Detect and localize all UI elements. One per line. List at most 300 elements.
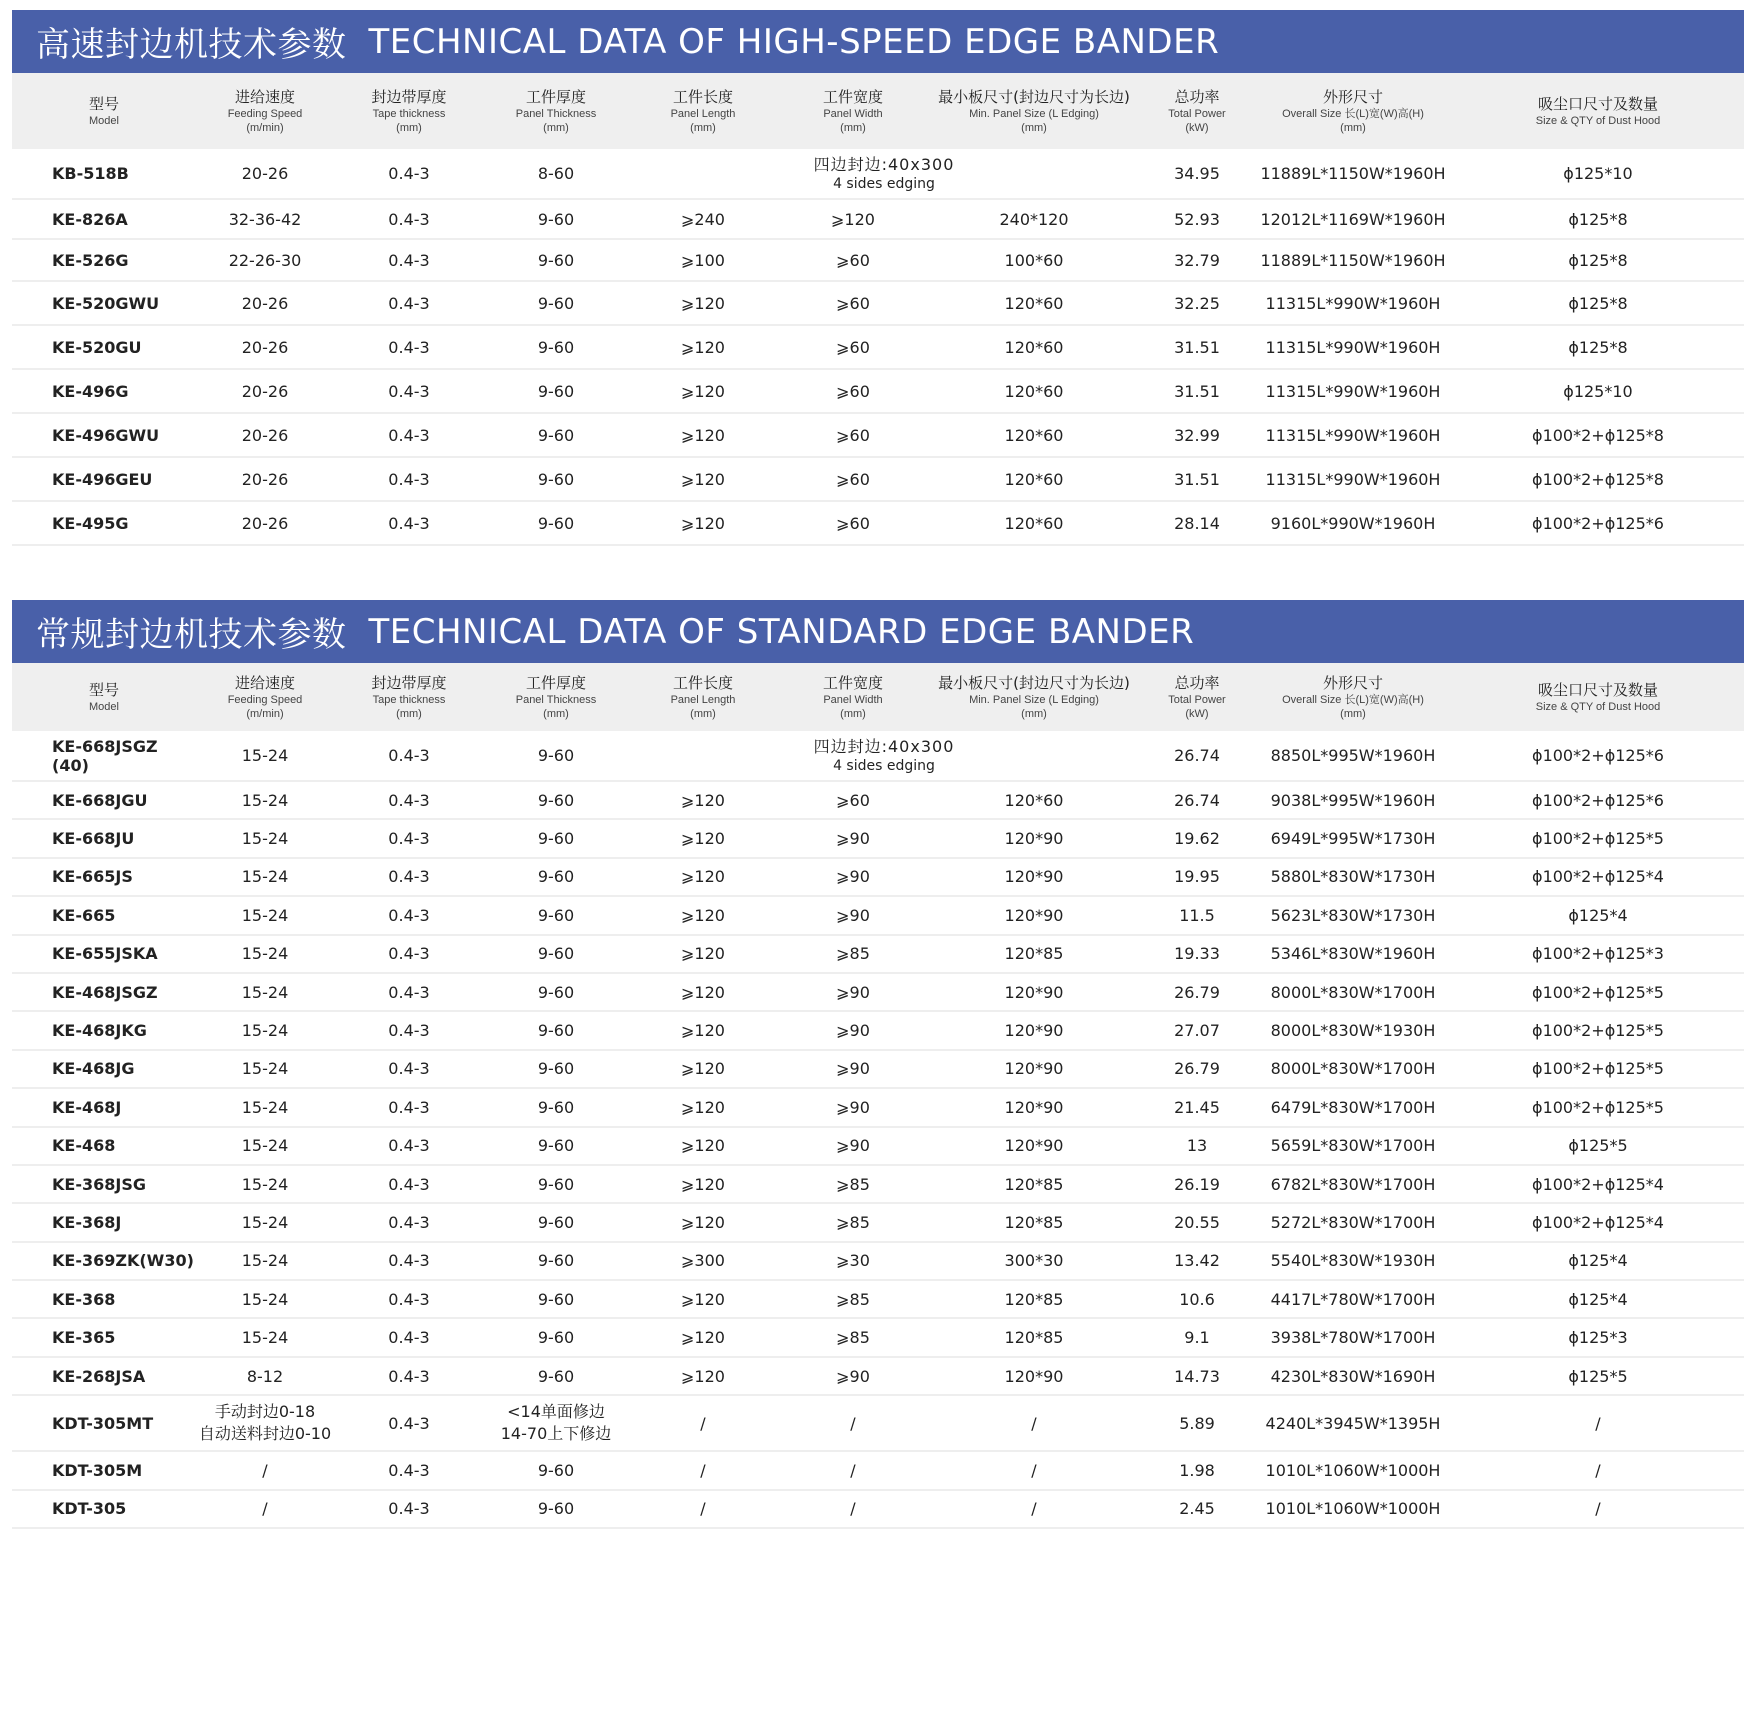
four-sides-cell <box>628 149 1140 199</box>
table-row <box>12 413 1744 457</box>
column-header-cn: 工件厚度 <box>525 673 586 692</box>
table-row <box>12 858 1744 896</box>
table-cell: 8000L*830W*1700H <box>1254 1050 1452 1088</box>
table-cell: 11.5 <box>1140 896 1254 934</box>
table-cell: 0.4-3 <box>334 1242 484 1280</box>
table-cell: 0.4-3 <box>334 858 484 896</box>
table-cell: 0.4-3 <box>334 896 484 934</box>
table-cell: 120*90 <box>928 1050 1140 1088</box>
table-cell: / <box>628 1395 778 1451</box>
table-cell: 2.45 <box>1140 1490 1254 1528</box>
table-cell: ⩾60 <box>778 457 928 501</box>
table-cell: ⩾85 <box>778 1318 928 1356</box>
table-cell: ϕ100*2+ϕ125*5 <box>1452 1050 1744 1088</box>
column-header-en: Tape thickness <box>372 693 446 706</box>
column-header-unit: (m/min) <box>246 121 284 134</box>
model-cell: KE-668JSGZ (40) <box>12 731 196 781</box>
column-header <box>12 663 196 731</box>
model-cell: KE-496GWU <box>12 413 196 457</box>
table-cell: 11315L*990W*1960H <box>1254 413 1452 457</box>
column-header-en: Model <box>89 114 119 127</box>
column-header-unit: (mm) <box>1340 707 1366 720</box>
table-cell: / <box>1452 1395 1744 1451</box>
table-cell: 9-60 <box>484 501 628 545</box>
table-cell: 120*90 <box>928 819 1140 857</box>
table-row <box>12 501 1744 545</box>
table-cell: ⩾120 <box>628 935 778 973</box>
model-cell: KE-668JGU <box>12 781 196 819</box>
column-header <box>1254 73 1452 149</box>
table-row <box>12 1357 1744 1395</box>
table-row <box>12 281 1744 325</box>
high-speed-banner <box>12 10 1744 73</box>
table-cell: ⩾120 <box>628 1357 778 1395</box>
column-header <box>484 663 628 731</box>
table-cell: ϕ100*2+ϕ125*4 <box>1452 1203 1744 1241</box>
table-row <box>12 935 1744 973</box>
column-header-en: Overall Size 长(L)宽(W)高(H) <box>1282 107 1424 120</box>
column-header <box>628 663 778 731</box>
table-cell: / <box>628 1490 778 1528</box>
column-header-unit: (mm) <box>543 707 569 720</box>
table-cell: 120*60 <box>928 325 1140 369</box>
table-row <box>12 1451 1744 1489</box>
table-cell: 0.4-3 <box>334 819 484 857</box>
column-header <box>1452 663 1744 731</box>
model-cell: KE-496G <box>12 369 196 413</box>
table-cell: 20-26 <box>196 457 334 501</box>
table-cell: 9-60 <box>484 1490 628 1528</box>
table-cell: / <box>928 1395 1140 1451</box>
model-cell: KE-665JS <box>12 858 196 896</box>
column-header-unit: (kW) <box>1185 121 1209 134</box>
table-cell: 120*85 <box>928 1318 1140 1356</box>
standard-table <box>12 663 1744 1529</box>
table-cell: 9-60 <box>484 199 628 239</box>
table-row <box>12 1088 1744 1126</box>
column-header-cn: 封边带厚度 <box>371 87 447 106</box>
four-sides-cell <box>628 731 1140 781</box>
table-cell: 15-24 <box>196 781 334 819</box>
table-cell: 20-26 <box>196 149 334 199</box>
column-header <box>484 73 628 149</box>
table-cell: 31.51 <box>1140 369 1254 413</box>
table-cell: 9-60 <box>484 1011 628 1049</box>
table-cell: ϕ100*2+ϕ125*5 <box>1452 973 1744 1011</box>
table-cell: ⩾120 <box>628 1011 778 1049</box>
table-cell: ⩾60 <box>778 501 928 545</box>
table-cell: 14.73 <box>1140 1357 1254 1395</box>
model-cell: KE-468J <box>12 1088 196 1126</box>
table-cell: 9-60 <box>484 858 628 896</box>
model-cell: KE-369ZK(W30) <box>12 1242 196 1280</box>
table-cell: ⩾90 <box>778 896 928 934</box>
column-header-en: Feeding Speed <box>227 693 303 706</box>
table-row <box>12 457 1744 501</box>
table-cell: 4230L*830W*1690H <box>1254 1357 1452 1395</box>
table-cell: 0.4-3 <box>334 457 484 501</box>
column-header-cn: 封边带厚度 <box>371 673 447 692</box>
table-cell: 4240L*3945W*1395H <box>1254 1395 1452 1451</box>
column-header-en: Total Power <box>1168 107 1226 120</box>
table-cell: 9-60 <box>484 1165 628 1203</box>
table-cell: ⩾85 <box>778 1165 928 1203</box>
table-cell: 120*60 <box>928 281 1140 325</box>
model-cell: KE-365 <box>12 1318 196 1356</box>
column-header-cn: 最小板尺寸(封边尺寸为长边) <box>938 673 1130 692</box>
table-cell: / <box>1452 1490 1744 1528</box>
table-cell: ⩾120 <box>628 1165 778 1203</box>
table-cell: 20-26 <box>196 369 334 413</box>
table-cell: 26.79 <box>1140 973 1254 1011</box>
table-cell: 0.4-3 <box>334 281 484 325</box>
table-cell: 15-24 <box>196 1280 334 1318</box>
model-cell: KE-520GU <box>12 325 196 369</box>
table-cell: 1010L*1060W*1000H <box>1254 1451 1452 1489</box>
table-cell: 32-36-42 <box>196 199 334 239</box>
table-cell: 0.4-3 <box>334 1490 484 1528</box>
table-cell: ϕ100*2+ϕ125*6 <box>1452 731 1744 781</box>
high-speed-header-row <box>12 73 1744 149</box>
column-header-cn: 进给速度 <box>234 673 295 692</box>
table-cell: 26.74 <box>1140 781 1254 819</box>
table-cell: ϕ100*2+ϕ125*8 <box>1452 413 1744 457</box>
table-cell: 120*85 <box>928 1165 1140 1203</box>
table-cell: ϕ100*2+ϕ125*4 <box>1452 1165 1744 1203</box>
table-cell: 0.4-3 <box>334 1011 484 1049</box>
table-cell: ⩾60 <box>778 369 928 413</box>
table-cell: 20-26 <box>196 413 334 457</box>
model-cell: KE-368 <box>12 1280 196 1318</box>
column-header-unit: (m/min) <box>246 707 284 720</box>
table-cell: 20-26 <box>196 501 334 545</box>
table-cell: ⩾60 <box>778 239 928 281</box>
table-cell: 5346L*830W*1960H <box>1254 935 1452 973</box>
table-cell: 240*120 <box>928 199 1140 239</box>
table-cell: ϕ100*2+ϕ125*8 <box>1452 457 1744 501</box>
table-cell: 11315L*990W*1960H <box>1254 457 1452 501</box>
table-cell: ϕ100*2+ϕ125*3 <box>1452 935 1744 973</box>
table-cell: ⩾90 <box>778 1050 928 1088</box>
table-cell: 120*90 <box>928 1011 1140 1049</box>
table-cell: / <box>196 1490 334 1528</box>
table-cell: 31.51 <box>1140 325 1254 369</box>
table-cell: 0.4-3 <box>334 199 484 239</box>
table-cell: 9-60 <box>484 1451 628 1489</box>
table-cell: 0.4-3 <box>334 1203 484 1241</box>
column-header <box>1140 663 1254 731</box>
table-cell: 120*60 <box>928 369 1140 413</box>
table-cell: 9-60 <box>484 1127 628 1165</box>
table-cell: ϕ125*10 <box>1452 369 1744 413</box>
table-cell: 120*60 <box>928 781 1140 819</box>
table-cell: 0.4-3 <box>334 935 484 973</box>
table-cell: 15-24 <box>196 858 334 896</box>
model-cell: KE-665 <box>12 896 196 934</box>
column-header <box>1452 73 1744 149</box>
table-cell: / <box>628 1451 778 1489</box>
table-cell: 9-60 <box>484 1050 628 1088</box>
table-cell: 11315L*990W*1960H <box>1254 369 1452 413</box>
table-cell: 120*60 <box>928 413 1140 457</box>
model-cell: KE-668JU <box>12 819 196 857</box>
table-cell: 120*60 <box>928 457 1140 501</box>
column-header-cn: 工件长度 <box>672 673 733 692</box>
column-header-en: Panel Length <box>670 107 736 120</box>
table-cell: 11315L*990W*1960H <box>1254 281 1452 325</box>
table-cell: 9-60 <box>484 325 628 369</box>
table-cell: 9-60 <box>484 1357 628 1395</box>
table-cell: 26.74 <box>1140 731 1254 781</box>
table-cell: 9038L*995W*1960H <box>1254 781 1452 819</box>
table-cell: ⩾85 <box>778 935 928 973</box>
four-sides-cn: 四边封边:40x300 <box>813 154 955 174</box>
model-cell: KDT-305MT <box>12 1395 196 1451</box>
table-cell: 1.98 <box>1140 1451 1254 1489</box>
table-cell: 8-60 <box>484 149 628 199</box>
table-cell: ⩾120 <box>628 819 778 857</box>
table-cell: 11889L*1150W*1960H <box>1254 149 1452 199</box>
table-cell: 5.89 <box>1140 1395 1254 1451</box>
table-cell: 8-12 <box>196 1357 334 1395</box>
standard-section <box>12 600 1744 1529</box>
table-cell: ⩾90 <box>778 819 928 857</box>
table-row <box>12 325 1744 369</box>
table-cell <box>484 1395 628 1451</box>
table-cell: 120*60 <box>928 501 1140 545</box>
column-header-cn: 工件长度 <box>672 87 733 106</box>
standard-banner <box>12 600 1744 663</box>
table-cell: 120*90 <box>928 973 1140 1011</box>
table-cell: ϕ125*8 <box>1452 239 1744 281</box>
table-cell: 9.1 <box>1140 1318 1254 1356</box>
table-cell: ⩾90 <box>778 858 928 896</box>
table-cell: 9-60 <box>484 1088 628 1126</box>
column-header <box>928 73 1140 149</box>
column-header-en: Min. Panel Size (L Edging) <box>969 107 1099 120</box>
table-cell: ϕ125*3 <box>1452 1318 1744 1356</box>
cell-line: 手动封边0-18 <box>214 1402 316 1422</box>
table-cell: 15-24 <box>196 1127 334 1165</box>
table-cell: 13 <box>1140 1127 1254 1165</box>
table-cell: 19.33 <box>1140 935 1254 973</box>
table-cell: 6949L*995W*1730H <box>1254 819 1452 857</box>
column-header-cn: 外形尺寸 <box>1322 87 1383 106</box>
table-cell: 120*85 <box>928 1203 1140 1241</box>
four-sides-cn: 四边封边:40x300 <box>813 736 955 756</box>
table-cell: 9-60 <box>484 1280 628 1318</box>
column-header-en: Min. Panel Size (L Edging) <box>969 693 1099 706</box>
table-cell: ⩾60 <box>778 781 928 819</box>
column-header-en: Panel Length <box>670 693 736 706</box>
column-header-unit: (mm) <box>690 121 716 134</box>
table-cell: 1010L*1060W*1000H <box>1254 1490 1452 1528</box>
table-cell: 15-24 <box>196 731 334 781</box>
column-header <box>778 663 928 731</box>
table-cell: 9-60 <box>484 973 628 1011</box>
table-cell: / <box>778 1395 928 1451</box>
table-cell: 20.55 <box>1140 1203 1254 1241</box>
column-header-en: Panel Thickness <box>515 107 597 120</box>
table-cell: 9-60 <box>484 413 628 457</box>
column-header-cn: 工件宽度 <box>822 87 883 106</box>
table-cell: 15-24 <box>196 1088 334 1126</box>
model-cell: KE-526G <box>12 239 196 281</box>
column-header <box>196 73 334 149</box>
column-header <box>928 663 1140 731</box>
column-header-en: Feeding Speed <box>227 107 303 120</box>
table-cell: 32.99 <box>1140 413 1254 457</box>
table-cell: ⩾60 <box>778 281 928 325</box>
table-cell: ⩾90 <box>778 1011 928 1049</box>
column-header-unit: (mm) <box>396 707 422 720</box>
table-cell: 15-24 <box>196 1165 334 1203</box>
table-cell: 10.6 <box>1140 1280 1254 1318</box>
table-cell: 120*85 <box>928 935 1140 973</box>
table-cell: ⩾120 <box>628 457 778 501</box>
column-header-cn: 总功率 <box>1174 87 1220 106</box>
table-cell: 5659L*830W*1700H <box>1254 1127 1452 1165</box>
column-header-unit: (mm) <box>1340 121 1366 134</box>
model-cell: KDT-305M <box>12 1451 196 1489</box>
table-cell: 31.51 <box>1140 457 1254 501</box>
table-cell: ⩾120 <box>628 281 778 325</box>
table-cell: 9-60 <box>484 731 628 781</box>
table-cell: 8850L*995W*1960H <box>1254 731 1452 781</box>
model-cell: KDT-305 <box>12 1490 196 1528</box>
table-cell: ⩾90 <box>778 1357 928 1395</box>
table-cell: ⩾120 <box>628 501 778 545</box>
table-cell: 0.4-3 <box>334 413 484 457</box>
table-cell: 3938L*780W*1700H <box>1254 1318 1452 1356</box>
high-speed-section <box>12 10 1744 546</box>
table-cell: 32.79 <box>1140 239 1254 281</box>
table-row <box>12 239 1744 281</box>
column-header <box>628 73 778 149</box>
column-header-cn: 总功率 <box>1174 673 1220 692</box>
column-header-en: Model <box>89 700 119 713</box>
table-cell: ϕ100*2+ϕ125*6 <box>1452 501 1744 545</box>
table-row <box>12 1318 1744 1356</box>
table-cell: 0.4-3 <box>334 1451 484 1489</box>
table-cell: ⩾30 <box>778 1242 928 1280</box>
table-cell: 120*90 <box>928 1088 1140 1126</box>
table-cell: 15-24 <box>196 1242 334 1280</box>
table-cell: ϕ125*10 <box>1452 149 1744 199</box>
column-header-unit: (mm) <box>1021 121 1047 134</box>
table-row <box>12 199 1744 239</box>
table-cell: 21.45 <box>1140 1088 1254 1126</box>
table-cell: 9-60 <box>484 239 628 281</box>
table-cell: ⩾120 <box>628 1050 778 1088</box>
table-cell: 120*90 <box>928 1357 1140 1395</box>
model-cell: KE-468JG <box>12 1050 196 1088</box>
model-cell: KE-268JSA <box>12 1357 196 1395</box>
table-cell: ⩾120 <box>628 896 778 934</box>
table-row <box>12 1203 1744 1241</box>
table-cell: 5623L*830W*1730H <box>1254 896 1452 934</box>
table-row <box>12 819 1744 857</box>
model-cell: KE-496GEU <box>12 457 196 501</box>
table-cell: 9160L*990W*1960H <box>1254 501 1452 545</box>
table-cell: 8000L*830W*1930H <box>1254 1011 1452 1049</box>
table-cell: ⩾120 <box>628 858 778 896</box>
column-header-en: Size & QTY of Dust Hood <box>1535 114 1661 127</box>
table-cell: ⩾60 <box>778 413 928 457</box>
high-speed-title-cn: 高速封边机技术参数 <box>36 25 347 65</box>
four-sides-en: 4 sides edging <box>833 757 935 774</box>
table-cell: ϕ100*2+ϕ125*4 <box>1452 858 1744 896</box>
table-cell: 0.4-3 <box>334 1318 484 1356</box>
column-header-en: Total Power <box>1168 693 1226 706</box>
table-cell: / <box>778 1451 928 1489</box>
table-row <box>12 1011 1744 1049</box>
table-cell: 0.4-3 <box>334 239 484 281</box>
table-cell: 0.4-3 <box>334 149 484 199</box>
table-cell: 9-60 <box>484 1318 628 1356</box>
column-header-cn: 工件宽度 <box>822 673 883 692</box>
table-row <box>12 1280 1744 1318</box>
table-cell: 0.4-3 <box>334 1395 484 1451</box>
cell-line: <14单面修边 <box>507 1402 605 1422</box>
table-cell: ϕ100*2+ϕ125*5 <box>1452 819 1744 857</box>
table-cell: 15-24 <box>196 935 334 973</box>
table-cell: ⩾85 <box>778 1280 928 1318</box>
column-header-unit: (mm) <box>543 121 569 134</box>
table-cell: 19.62 <box>1140 819 1254 857</box>
table-cell: 0.4-3 <box>334 325 484 369</box>
column-header-unit: (mm) <box>690 707 716 720</box>
table-cell: ⩾120 <box>628 413 778 457</box>
table-row <box>12 731 1744 781</box>
table-row <box>12 896 1744 934</box>
table-cell: 9-60 <box>484 369 628 413</box>
table-cell: 26.79 <box>1140 1050 1254 1088</box>
table-cell: 9-60 <box>484 1203 628 1241</box>
table-cell: 9-60 <box>484 1242 628 1280</box>
table-cell <box>196 1395 334 1451</box>
table-cell: ϕ125*8 <box>1452 325 1744 369</box>
column-header-cn: 外形尺寸 <box>1322 673 1383 692</box>
table-cell: ϕ125*4 <box>1452 896 1744 934</box>
table-cell: 9-60 <box>484 896 628 934</box>
table-cell: 15-24 <box>196 1011 334 1049</box>
table-row <box>12 1127 1744 1165</box>
table-cell: 15-24 <box>196 819 334 857</box>
table-cell: 5272L*830W*1700H <box>1254 1203 1452 1241</box>
table-cell: 15-24 <box>196 1318 334 1356</box>
table-cell: ⩾90 <box>778 1088 928 1126</box>
table-cell: ⩾240 <box>628 199 778 239</box>
table-row <box>12 1490 1744 1528</box>
model-cell: KE-520GWU <box>12 281 196 325</box>
table-cell: 0.4-3 <box>334 731 484 781</box>
column-header-en: Panel Width <box>823 693 883 706</box>
table-cell: ⩾120 <box>628 781 778 819</box>
table-row <box>12 1395 1744 1451</box>
table-cell: 15-24 <box>196 1203 334 1241</box>
table-cell: 0.4-3 <box>334 1165 484 1203</box>
model-cell: KB-518B <box>12 149 196 199</box>
table-cell: 32.25 <box>1140 281 1254 325</box>
table-cell: 120*90 <box>928 1127 1140 1165</box>
standard-title-en: TECHNICAL DATA OF STANDARD EDGE BANDER <box>368 611 1195 652</box>
table-cell: ⩾100 <box>628 239 778 281</box>
table-cell: 0.4-3 <box>334 1050 484 1088</box>
column-header-cn: 吸尘口尺寸及数量 <box>1537 680 1658 699</box>
column-header-en: Panel Thickness <box>515 693 597 706</box>
column-header <box>778 73 928 149</box>
